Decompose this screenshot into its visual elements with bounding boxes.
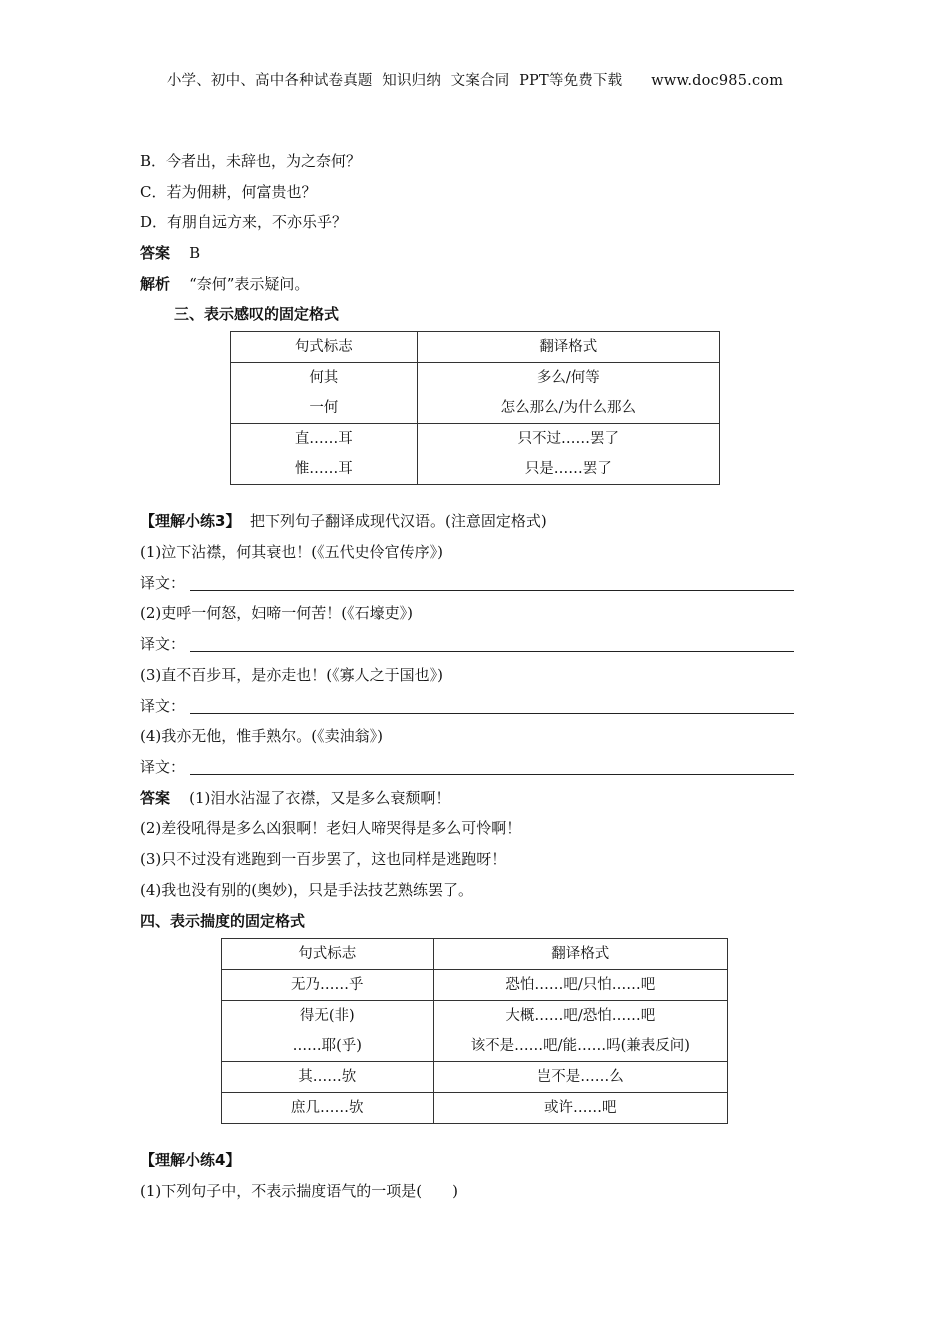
table-row — [231, 363, 720, 424]
answer-label: 答案 — [140, 789, 171, 807]
table-cell: 何其 一何 — [231, 363, 418, 424]
practice3-item-2: (2)吏呼一何怒，妇啼一何苦！(《石壕吏》) — [140, 604, 413, 622]
answer-3-line-1 — [140, 788, 450, 808]
table-cell: 大概……吧/恐怕……吧 该不是……吧/能……吗(兼表反问) — [433, 1001, 727, 1062]
table-cell: 或许……吧 — [433, 1093, 727, 1124]
option-d: D．有朋自远方来，不亦乐乎？ — [140, 213, 348, 231]
answer-3-line-3: (3)只不过没有逃跑到一百步罢了，这也同样是逃跑呀！ — [140, 850, 507, 868]
table-row — [222, 1062, 728, 1093]
table-header-row — [222, 939, 728, 970]
practice3-item-4: (4)我亦无他，惟手熟尔。(《卖油翁》) — [140, 727, 383, 745]
translation-label: 译文： — [140, 635, 186, 653]
practice4-question: (1)下列句子中，不表示揣度语气的一项是( ) — [140, 1182, 458, 1200]
analysis-value: “奈何”表示疑问。 — [189, 275, 310, 293]
practice4-label: 【理解小练4】 — [140, 1151, 241, 1169]
practice3-instruction: 把下列句子翻译成现代汉语。(注意固定格式) — [250, 512, 547, 530]
table-header-row — [231, 332, 720, 363]
translation-label: 译文： — [140, 758, 186, 776]
table-cell: 其……欤 — [222, 1062, 434, 1093]
analysis — [140, 274, 309, 294]
table-cell: 岂不是……么 — [433, 1062, 727, 1093]
analysis-label: 解析 — [140, 275, 171, 293]
conjecture-table — [221, 938, 728, 1124]
table-cell: 多么/何等 怎么那么/为什么那么 — [417, 363, 719, 424]
practice3-label: 【理解小练3】 — [140, 512, 241, 530]
table-row — [222, 1001, 728, 1062]
answer-3-text-1: (1)泪水沾湿了衣襟，又是多么衰颓啊！ — [189, 789, 451, 807]
answer-3-line-2: (2)差役吼得是多么凶狠啊！老妇人啼哭得是多么可怜啊！ — [140, 819, 522, 837]
answer-1 — [140, 243, 200, 263]
answer-value: B — [189, 244, 201, 262]
practice3-heading — [140, 511, 547, 531]
table-cell: 只不过……罢了 只是……罢了 — [417, 424, 719, 485]
table-header-cell: 翻译格式 — [417, 332, 719, 363]
practice3-item-3: (3)直不百步耳，是亦走也！(《寡人之于国也》) — [140, 666, 443, 684]
table-cell: 无乃……乎 — [222, 970, 434, 1001]
practice3-item-1: (1)泣下沾襟，何其衰也！(《五代史伶官传序》) — [140, 543, 443, 561]
translation-label: 译文： — [140, 574, 186, 592]
table-cell: 得无(非) ……耶(乎) — [222, 1001, 434, 1062]
table-header-cell: 句式标志 — [222, 939, 434, 970]
section4-title: 四、表示揣度的固定格式 — [140, 912, 306, 930]
translation-blank-1[interactable] — [190, 590, 794, 591]
translation-label: 译文： — [140, 697, 186, 715]
table-row — [231, 424, 720, 485]
answer-label: 答案 — [140, 244, 171, 262]
section3-title: 三、表示感叹的固定格式 — [174, 305, 340, 323]
table-header-cell: 翻译格式 — [433, 939, 727, 970]
table-cell: 直……耳 惟……耳 — [231, 424, 418, 485]
table-cell: 恐怕……吧/只怕……吧 — [433, 970, 727, 1001]
table-header-cell: 句式标志 — [231, 332, 418, 363]
option-c: C．若为佣耕，何富贵也？ — [140, 183, 317, 201]
page-header: 小学、初中、高中各种试卷真题 知识归纳 文案合同 PPT等免费下载 www.doc985.com — [166, 73, 784, 89]
answer-3-line-4: (4)我也没有别的(奥妙)，只是手法技艺熟练罢了。 — [140, 881, 473, 899]
table-row — [222, 970, 728, 1001]
option-b: B．今者出，未辞也，为之奈何？ — [140, 152, 362, 170]
translation-blank-3[interactable] — [190, 713, 794, 714]
translation-blank-4[interactable] — [190, 774, 794, 775]
table-cell: 庶几……欤 — [222, 1093, 434, 1124]
translation-blank-2[interactable] — [190, 651, 794, 652]
table-row — [222, 1093, 728, 1124]
exclamation-table — [230, 331, 720, 485]
